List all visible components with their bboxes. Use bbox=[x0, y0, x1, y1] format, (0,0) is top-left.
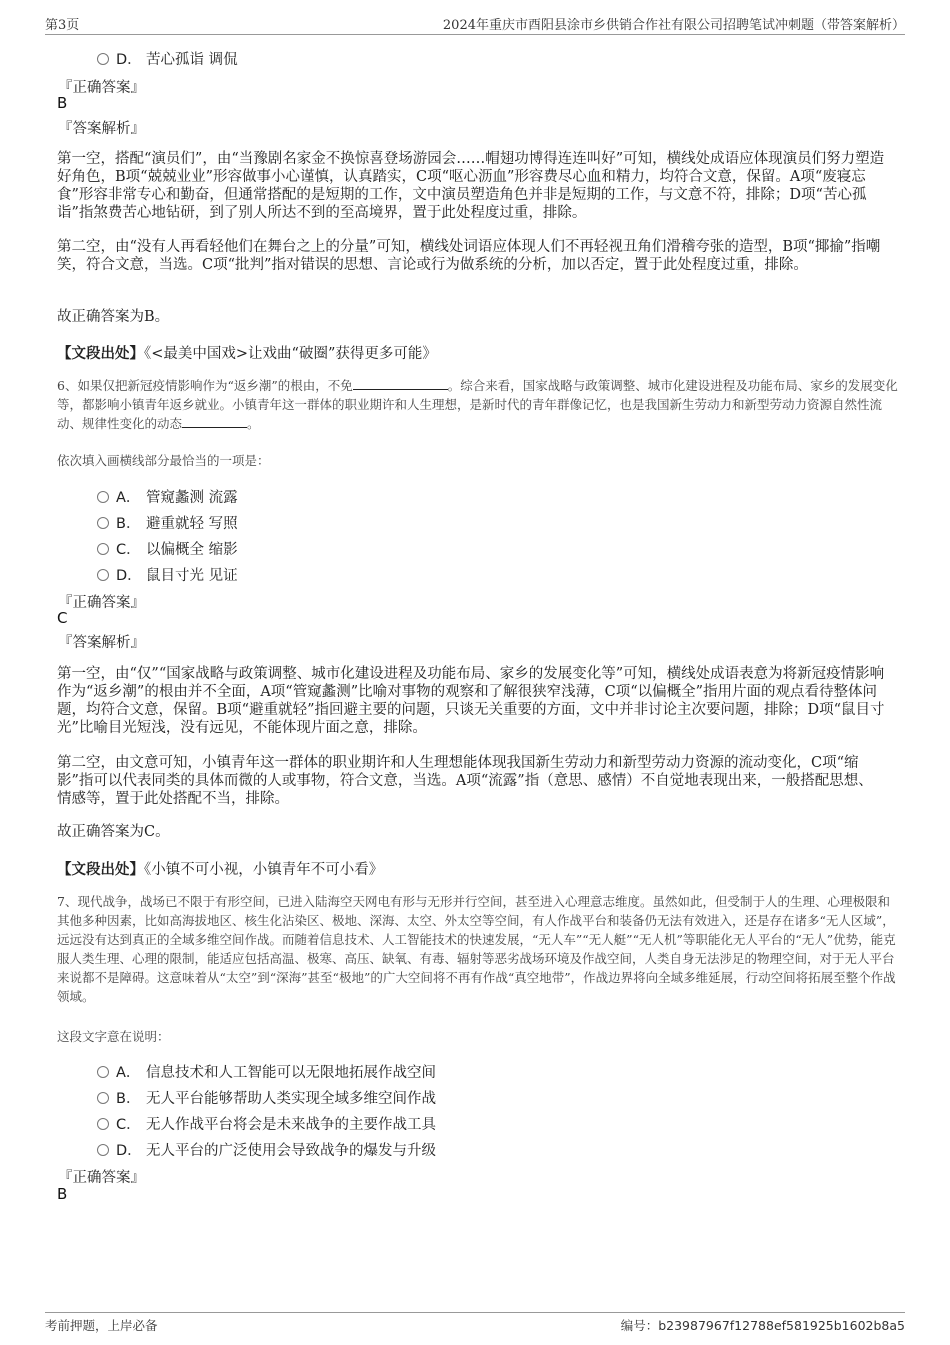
q6-answer: C bbox=[57, 609, 68, 627]
radio-icon[interactable] bbox=[97, 1066, 109, 1078]
q7-option-b[interactable]: B． 无人平台能够帮助人类实现全域多维空间作战 bbox=[97, 1087, 436, 1109]
q5-answer: B bbox=[57, 94, 68, 112]
radio-icon[interactable] bbox=[97, 517, 109, 529]
radio-icon[interactable] bbox=[97, 1144, 109, 1156]
radio-icon[interactable] bbox=[97, 53, 109, 65]
q6-stem: 6、如果仅把新冠疫情影响作为“返乡潮”的根由，不免 。综合来看，国家战略与政策调整、城市化建设进程及功能布局、家乡的发展变化等，都影响小镇青年返乡就业。小镇青年这一群体的职业期许和人生理想，是新时代的青年群像记忆，也是我国新生劳动力和新型劳动力资源自然性流动、规律性变化的动态 。 bbox=[57, 378, 898, 431]
analysis-label: 『答案解析』 bbox=[58, 635, 145, 651]
blank-line bbox=[353, 377, 448, 390]
q6-analysis-2: 第二空，由文意可知，小镇青年这一群体的职业期许和人生理想能体现我国新生劳动力和新型劳动力资源的流动变化，C项“缩影”指可以代表同类的具体而微的人或事物，符合文意，当选。A项“流露”指（意思、感情）不自觉地表现出来，一般搭配思想、情感等，置于此处搭配不当，排除。 bbox=[57, 755, 873, 807]
q7-stem: 7、现代战争，战场已不限于有形空间，已进入陆海空天网电有形与无形并行空间，甚至进入心理意志维度。虽然如此，但受制于人的生理、心理极限和其他多种因素，比如高海拔地区、核生化沾染区、极地、深海、太空、外太空等空间，有人作战平台和装备仍无法有效进入，还是存在诸多“无人区域”，远远没有达到真正的全域多维空间作战。而随着信息技术、人工智能技术的快速发展，“无人车”“无人艇”“无人机”等职能化无人平台的“无人”优势，能克服人类生理、心理的限制，能适应包括高温、极寒、高压、缺氧、有毒、辐射等恶劣战场环境及作战空间，人类自身无法涉足的物理空间，对于无人平台来说都不是障碍。这意味着从“太空”到“深海”甚至“极地”的广大空间将不再有作战“真空地带”，作战边界将向全域多维延展，行动空间将拓展至整个作战领域。 bbox=[57, 894, 896, 1004]
radio-icon[interactable] bbox=[97, 491, 109, 503]
q6-analysis-1: 第一空，由“仅”“国家战略与政策调整、城市化建设进程及功能布局、家乡的发展变化等”可知，横线处成语表意为将新冠疫情影响作为“返乡潮”的根由并不全面，A项“管窥蠡测”比喻对事物的观察和了解很狭窄浅薄，C项“以偏概全”指用片面的观点看待整体问题，均符合文意，保留。B项“避重就轻”指回避主要的问题，只谈无关重要的方面，文中并非讨论主次要问题，排除；D项“鼠目寸光”比喻目光短浅，没有远见，不能体现片面之意，排除。 bbox=[57, 666, 885, 736]
correct-answer-label: 『正确答案』 bbox=[58, 595, 145, 611]
radio-icon[interactable] bbox=[97, 1092, 109, 1104]
page-footer bbox=[45, 1312, 905, 1337]
page-header bbox=[45, 14, 905, 35]
q7-option-d[interactable]: D． 无人平台的广泛使用会导致战争的爆发与升级 bbox=[97, 1139, 436, 1161]
q6-option-c[interactable]: C． 以偏概全 缩影 bbox=[97, 538, 238, 560]
radio-icon[interactable] bbox=[97, 1118, 109, 1130]
radio-icon[interactable] bbox=[97, 543, 109, 555]
page-number: 第3页 bbox=[45, 18, 80, 33]
document-id: 编号：b23987967f12788ef581925b1602b8a5 bbox=[620, 1318, 905, 1333]
q6-analysis-3: 故正确答案为C。 bbox=[57, 824, 170, 840]
q6-option-d[interactable]: D． 鼠目寸光 见证 bbox=[97, 564, 238, 586]
q7-answer: B bbox=[57, 1185, 68, 1203]
correct-answer-label: 『正确答案』 bbox=[58, 1170, 145, 1186]
q5-analysis-1: 第一空，搭配“演员们”，由“当豫剧名家金不换惊喜登场游园会……帽翅功博得连连叫好”可知，横线处成语应体现演员们努力塑造好角色，B项“兢兢业业”形容做事小心谨慎，认真踏实，C项“呕心沥血”形容费尽心血和精力，均符合文意，保留。A项“废寝忘食”形容非常专心和勤奋，但通常搭配的是短期的工作，文中演员塑造角色并非是短期的工作，与文意不符，排除；D项“苦心孤诣”指煞费苦心地钻研，到了别人所达不到的至高境界，置于此处程度过重，排除。 bbox=[57, 151, 885, 221]
q5-analysis-3: 故正确答案为B。 bbox=[57, 309, 170, 325]
q5-option-d[interactable]: D． 苦心孤诣 调侃 bbox=[97, 48, 238, 70]
footer-slogan: 考前押题，上岸必备 bbox=[45, 1318, 158, 1333]
q6-prompt: 依次填入画横线部分最恰当的一项是： bbox=[57, 453, 270, 468]
q6-option-b[interactable]: B． 避重就轻 写照 bbox=[97, 512, 238, 534]
q6-source: 【文段出处】《小镇不可小视，小镇青年不可小看》 bbox=[57, 861, 384, 878]
correct-answer-label: 『正确答案』 bbox=[58, 80, 145, 96]
blank-line bbox=[182, 415, 247, 428]
q5-analysis-2: 第二空，由“没有人再看轻他们在舞台之上的分量”可知，横线处词语应体现人们不再轻视丑角们滑稽夸张的造型，B项“揶揄”指嘲笑，符合文意，当选。C项“批判”指对错误的思想、言论或行为做系统的分析，加以否定，置于此处程度过重，排除。 bbox=[57, 239, 881, 273]
q5-source: 【文段出处】《<最美中国戏>让戏曲“破圈”获得更多可能》 bbox=[57, 345, 437, 362]
q6-option-a[interactable]: A． 管窥蠡测 流露 bbox=[97, 486, 238, 508]
radio-icon[interactable] bbox=[97, 569, 109, 581]
q7-option-c[interactable]: C． 无人作战平台将会是未来战争的主要作战工具 bbox=[97, 1113, 436, 1135]
document-title: 2024年重庆市酉阳县涂市乡供销合作社有限公司招聘笔试冲刺题（带答案解析） bbox=[442, 18, 905, 33]
analysis-label: 『答案解析』 bbox=[58, 121, 145, 137]
q7-option-a[interactable]: A． 信息技术和人工智能可以无限地拓展作战空间 bbox=[97, 1061, 436, 1083]
q7-prompt: 这段文字意在说明： bbox=[57, 1029, 170, 1044]
